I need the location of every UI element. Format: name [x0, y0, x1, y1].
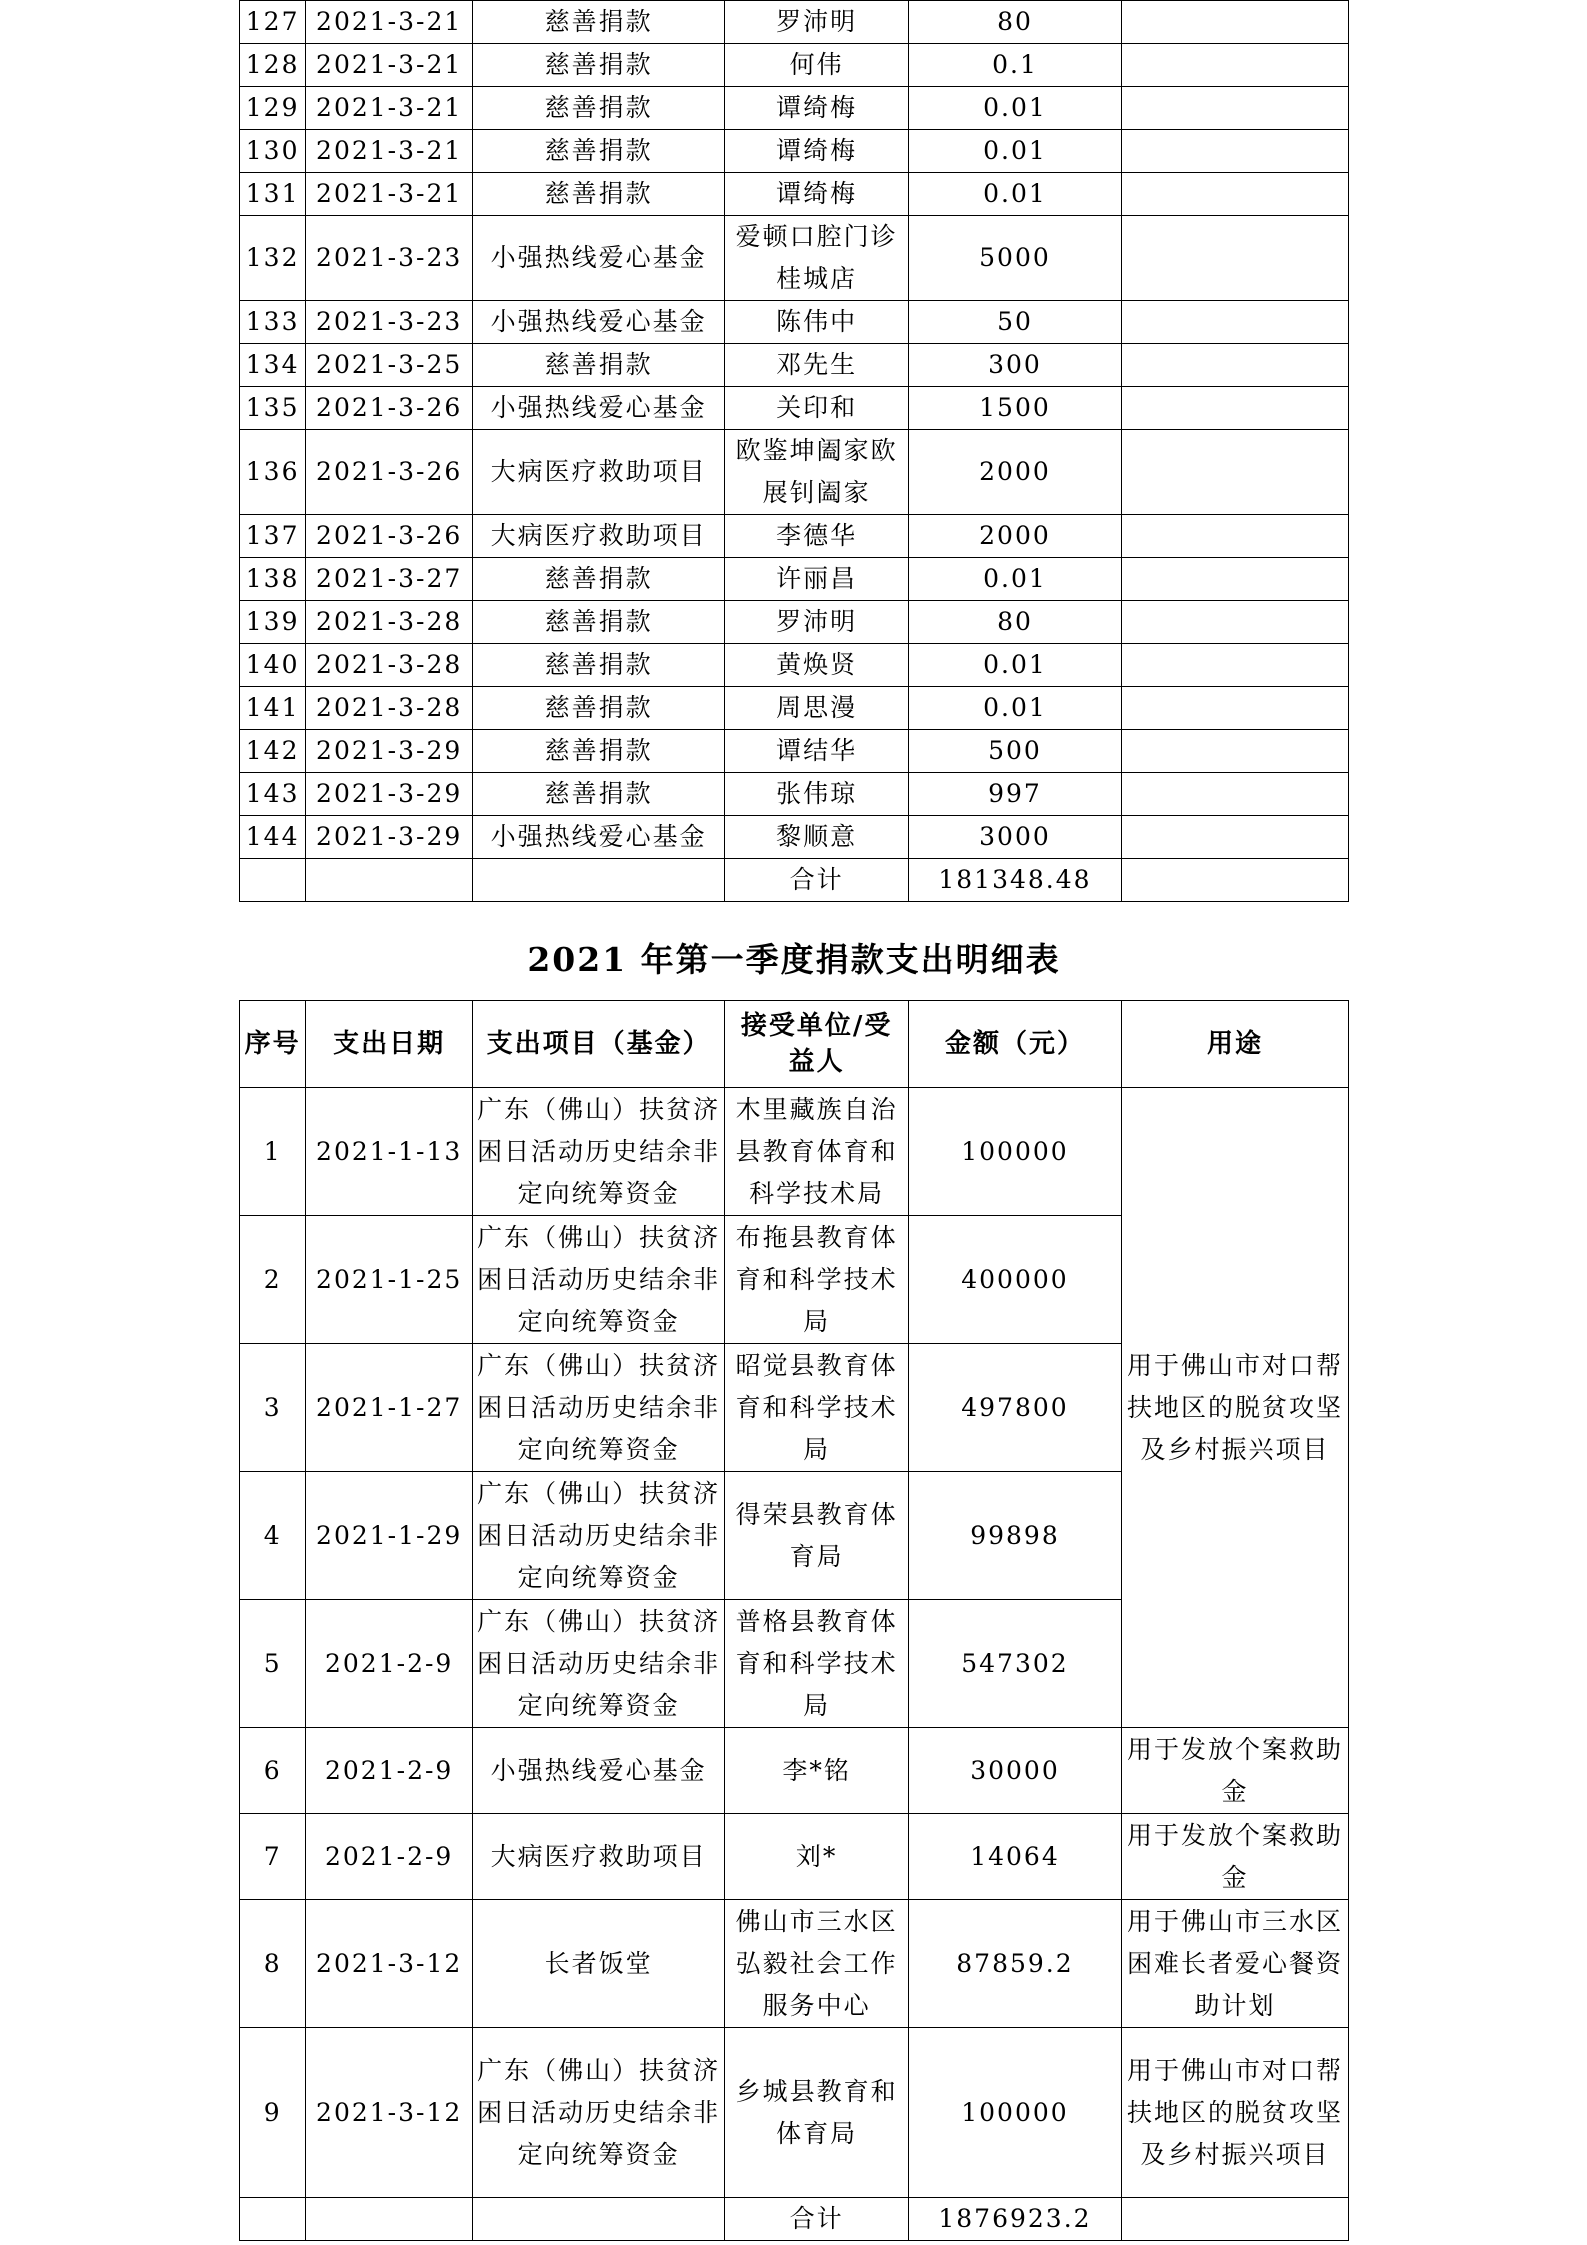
table-row: [240, 216, 1349, 301]
table-row: [240, 430, 1349, 515]
row-note: [1121, 1, 1348, 44]
row-purpose: 用于发放个案救助金: [1121, 1814, 1348, 1900]
total-row: [240, 2198, 1349, 2241]
row-amount: 497800: [909, 1344, 1122, 1472]
row-date: 2021-3-28: [306, 601, 473, 644]
row-date: 2021-1-29: [306, 1472, 473, 1600]
row-date: 2021-2-9: [306, 1814, 473, 1900]
row-donor: 张伟琼: [725, 773, 909, 816]
row-date: 2021-2-9: [306, 1600, 473, 1728]
row-date: 2021-3-29: [306, 730, 473, 773]
row-project: 广东（佛山）扶贫济困日活动历史结余非定向统筹资金: [473, 1088, 725, 1216]
row-amount: 300: [909, 344, 1122, 387]
row-note: [1121, 601, 1348, 644]
row-project: 慈善捐款: [473, 773, 725, 816]
row-note: [1121, 301, 1348, 344]
row-number: 9: [240, 2028, 306, 2198]
row-amount: 0.01: [909, 87, 1122, 130]
total-empty-cell: [1121, 859, 1348, 902]
row-amount: 997: [909, 773, 1122, 816]
merged-purpose: 用于佛山市对口帮扶地区的脱贫攻坚及乡村振兴项目: [1121, 1088, 1348, 1728]
table-row: [240, 173, 1349, 216]
row-donor: 罗沛明: [725, 601, 909, 644]
row-note: [1121, 387, 1348, 430]
table-row: [240, 773, 1349, 816]
row-amount: 2000: [909, 430, 1122, 515]
total-empty-cell: [473, 859, 725, 902]
row-note: [1121, 773, 1348, 816]
row-number: 141: [240, 687, 306, 730]
row-donor: 何伟: [725, 44, 909, 87]
row-donor: 关印和: [725, 387, 909, 430]
row-project: 大病医疗救助项目: [473, 1814, 725, 1900]
row-amount: 0.01: [909, 173, 1122, 216]
table-row: [240, 816, 1349, 859]
row-date: 2021-2-9: [306, 1728, 473, 1814]
row-donor: 邓先生: [725, 344, 909, 387]
row-date: 2021-3-23: [306, 216, 473, 301]
row-number: 7: [240, 1814, 306, 1900]
row-amount: 99898: [909, 1472, 1122, 1600]
row-amount: 547302: [909, 1600, 1122, 1728]
total-empty-cell: [306, 2198, 473, 2241]
row-project: 广东（佛山）扶贫济困日活动历史结余非定向统筹资金: [473, 1600, 725, 1728]
row-date: 2021-1-27: [306, 1344, 473, 1472]
row-date: 2021-3-29: [306, 816, 473, 859]
row-recipient: 布拖县教育体育和科学技术局: [725, 1216, 909, 1344]
row-date: 2021-3-27: [306, 558, 473, 601]
expense-table-title: 2021 年第一季度捐款支出明细表: [527, 940, 1061, 979]
header-date: 支出日期: [306, 1001, 473, 1088]
total-empty-cell: [1121, 2198, 1348, 2241]
row-project: 小强热线爱心基金: [473, 816, 725, 859]
row-recipient: 得荣县教育体育局: [725, 1472, 909, 1600]
row-donor: 周思漫: [725, 687, 909, 730]
row-amount: 14064: [909, 1814, 1122, 1900]
row-recipient: 佛山市三水区弘毅社会工作服务中心: [725, 1900, 909, 2028]
row-number: 1: [240, 1088, 306, 1216]
row-number: 127: [240, 1, 306, 44]
row-number: 130: [240, 130, 306, 173]
row-note: [1121, 730, 1348, 773]
header-number: 序号: [240, 1001, 306, 1088]
row-project: 慈善捐款: [473, 687, 725, 730]
row-recipient: 木里藏族自治县教育体育和科学技术局: [725, 1088, 909, 1216]
table-row: [240, 730, 1349, 773]
row-note: [1121, 515, 1348, 558]
row-donor: 陈伟中: [725, 301, 909, 344]
total-empty-cell: [306, 859, 473, 902]
row-recipient: 昭觉县教育体育和科学技术局: [725, 1344, 909, 1472]
row-project: 慈善捐款: [473, 87, 725, 130]
row-date: 2021-3-21: [306, 130, 473, 173]
total-amount: 1876923.2: [909, 2198, 1122, 2241]
row-note: [1121, 216, 1348, 301]
row-recipient: 乡城县教育和体育局: [725, 2028, 909, 2198]
row-project: 大病医疗救助项目: [473, 515, 725, 558]
total-amount: 181348.48: [909, 859, 1122, 902]
row-number: 138: [240, 558, 306, 601]
row-donor: 谭绮梅: [725, 130, 909, 173]
row-note: [1121, 87, 1348, 130]
row-note: [1121, 558, 1348, 601]
row-date: 2021-3-26: [306, 430, 473, 515]
row-recipient: 普格县教育体育和科学技术局: [725, 1600, 909, 1728]
row-date: 2021-3-23: [306, 301, 473, 344]
row-amount: 2000: [909, 515, 1122, 558]
row-amount: 50: [909, 301, 1122, 344]
row-purpose: 用于发放个案救助金: [1121, 1728, 1348, 1814]
row-project: 慈善捐款: [473, 130, 725, 173]
row-number: 8: [240, 1900, 306, 2028]
row-date: 2021-1-13: [306, 1088, 473, 1216]
row-recipient: 刘*: [725, 1814, 909, 1900]
table-row: [240, 515, 1349, 558]
table-row: [240, 387, 1349, 430]
row-note: [1121, 44, 1348, 87]
header-amount: 金额（元）: [909, 1001, 1122, 1088]
row-date: 2021-3-25: [306, 344, 473, 387]
row-purpose: 用于佛山市三水区困难长者爱心餐资助计划: [1121, 1900, 1348, 2028]
row-recipient: 李*铭: [725, 1728, 909, 1814]
row-donor: 李德华: [725, 515, 909, 558]
row-date: 2021-3-29: [306, 773, 473, 816]
table-header-row: [240, 1001, 1349, 1088]
row-note: [1121, 687, 1348, 730]
row-donor: 许丽昌: [725, 558, 909, 601]
table-row: [240, 644, 1349, 687]
expense-table: [239, 1000, 1349, 2241]
row-amount: 500: [909, 730, 1122, 773]
row-date: 2021-3-28: [306, 687, 473, 730]
row-date: 2021-3-26: [306, 515, 473, 558]
total-empty-cell: [240, 859, 306, 902]
row-amount: 80: [909, 601, 1122, 644]
total-label: 合计: [725, 2198, 909, 2241]
row-project: 小强热线爱心基金: [473, 1728, 725, 1814]
row-amount: 100000: [909, 1088, 1122, 1216]
row-note: [1121, 173, 1348, 216]
row-amount: 0.1: [909, 44, 1122, 87]
row-number: 6: [240, 1728, 306, 1814]
row-project: 慈善捐款: [473, 601, 725, 644]
table-row: [240, 1814, 1349, 1900]
row-project: 慈善捐款: [473, 344, 725, 387]
table-row: [240, 1900, 1349, 2028]
row-amount: 80: [909, 1, 1122, 44]
row-number: 139: [240, 601, 306, 644]
row-amount: 3000: [909, 816, 1122, 859]
table-row: [240, 1, 1349, 44]
row-project: 广东（佛山）扶贫济困日活动历史结余非定向统筹资金: [473, 1472, 725, 1600]
row-amount: 5000: [909, 216, 1122, 301]
row-date: 2021-3-12: [306, 1900, 473, 2028]
row-date: 2021-3-21: [306, 44, 473, 87]
row-project: 广东（佛山）扶贫济困日活动历史结余非定向统筹资金: [473, 2028, 725, 2198]
row-number: 142: [240, 730, 306, 773]
table-row: [240, 2028, 1349, 2198]
header-recipient: 接受单位/受益人: [725, 1001, 909, 1088]
row-amount: 0.01: [909, 644, 1122, 687]
row-project: 广东（佛山）扶贫济困日活动历史结余非定向统筹资金: [473, 1344, 725, 1472]
row-donor: 罗沛明: [725, 1, 909, 44]
header-project: 支出项目（基金）: [473, 1001, 725, 1088]
row-project: 慈善捐款: [473, 173, 725, 216]
row-number: 132: [240, 216, 306, 301]
row-date: 2021-3-28: [306, 644, 473, 687]
row-date: 2021-3-21: [306, 87, 473, 130]
row-number: 5: [240, 1600, 306, 1728]
row-note: [1121, 816, 1348, 859]
row-number: 136: [240, 430, 306, 515]
row-donor: 黎顺意: [725, 816, 909, 859]
table-row: [240, 1088, 1349, 1216]
table-row: [240, 44, 1349, 87]
row-amount: 87859.2: [909, 1900, 1122, 2028]
total-empty-cell: [240, 2198, 306, 2241]
table-row: [240, 687, 1349, 730]
row-project: 慈善捐款: [473, 558, 725, 601]
income-table: [239, 0, 1349, 902]
row-number: 140: [240, 644, 306, 687]
table-row: [240, 1728, 1349, 1814]
header-purpose: 用途: [1121, 1001, 1348, 1088]
row-project: 大病医疗救助项目: [473, 430, 725, 515]
row-date: 2021-1-25: [306, 1216, 473, 1344]
row-project: 慈善捐款: [473, 1, 725, 44]
row-project: 广东（佛山）扶贫济困日活动历史结余非定向统筹资金: [473, 1216, 725, 1344]
row-date: 2021-3-26: [306, 387, 473, 430]
row-donor: 谭绮梅: [725, 87, 909, 130]
row-number: 131: [240, 173, 306, 216]
row-project: 小强热线爱心基金: [473, 216, 725, 301]
total-empty-cell: [473, 2198, 725, 2241]
total-label: 合计: [725, 859, 909, 902]
row-number: 4: [240, 1472, 306, 1600]
table-row: [240, 601, 1349, 644]
row-number: 128: [240, 44, 306, 87]
row-number: 3: [240, 1344, 306, 1472]
row-donor: 爱顿口腔门诊桂城店: [725, 216, 909, 301]
row-number: 129: [240, 87, 306, 130]
row-project: 慈善捐款: [473, 644, 725, 687]
row-note: [1121, 344, 1348, 387]
row-donor: 欧鉴坤阖家欧展钊阖家: [725, 430, 909, 515]
row-note: [1121, 130, 1348, 173]
row-number: 144: [240, 816, 306, 859]
row-amount: 400000: [909, 1216, 1122, 1344]
row-amount: 0.01: [909, 130, 1122, 173]
row-project: 长者饭堂: [473, 1900, 725, 2028]
row-number: 137: [240, 515, 306, 558]
row-note: [1121, 644, 1348, 687]
row-amount: 1500: [909, 387, 1122, 430]
row-date: 2021-3-21: [306, 173, 473, 216]
row-donor: 谭结华: [725, 730, 909, 773]
row-amount: 0.01: [909, 687, 1122, 730]
row-number: 133: [240, 301, 306, 344]
row-date: 2021-3-12: [306, 2028, 473, 2198]
table-row: [240, 301, 1349, 344]
row-project: 慈善捐款: [473, 44, 725, 87]
row-project: 慈善捐款: [473, 730, 725, 773]
row-amount: 100000: [909, 2028, 1122, 2198]
row-number: 134: [240, 344, 306, 387]
row-number: 135: [240, 387, 306, 430]
table-row: [240, 130, 1349, 173]
row-amount: 30000: [909, 1728, 1122, 1814]
total-row: [240, 859, 1349, 902]
table-row: [240, 87, 1349, 130]
table-row: [240, 344, 1349, 387]
row-purpose: 用于佛山市对口帮扶地区的脱贫攻坚及乡村振兴项目: [1121, 2028, 1348, 2198]
row-donor: 谭绮梅: [725, 173, 909, 216]
row-note: [1121, 430, 1348, 515]
row-project: 小强热线爱心基金: [473, 301, 725, 344]
table-row: [240, 558, 1349, 601]
row-date: 2021-3-21: [306, 1, 473, 44]
row-donor: 黄焕贤: [725, 644, 909, 687]
row-amount: 0.01: [909, 558, 1122, 601]
row-project: 小强热线爱心基金: [473, 387, 725, 430]
row-number: 143: [240, 773, 306, 816]
row-number: 2: [240, 1216, 306, 1344]
